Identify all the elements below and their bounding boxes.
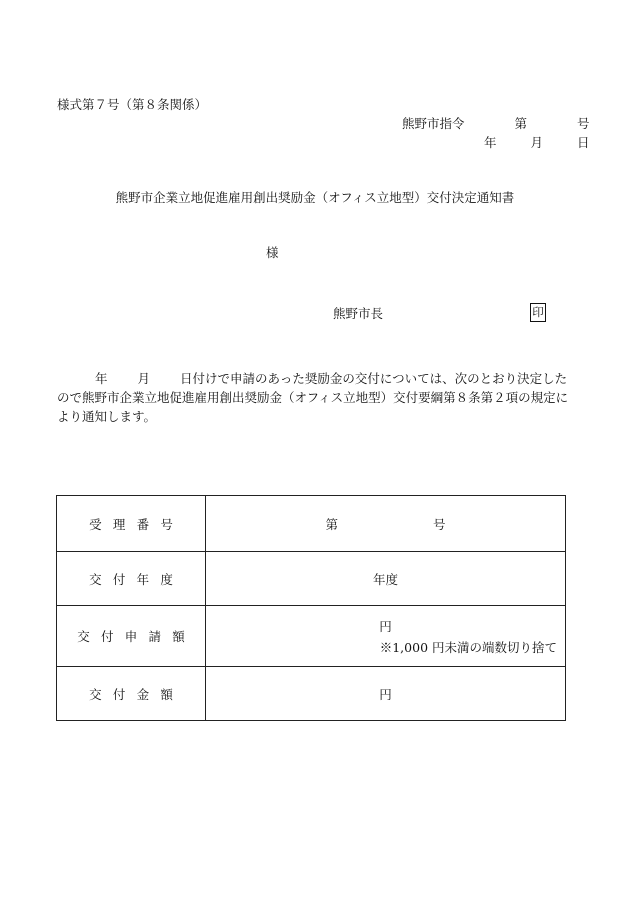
directive-dai: 第 [514, 116, 527, 131]
issue-date-line [484, 133, 589, 151]
directive-go: 号 [576, 116, 590, 131]
receipt-number-value [206, 496, 566, 552]
recipient-suffix: 様 [266, 245, 279, 260]
seal-mark: 印 [530, 303, 546, 322]
receipt-go: 号 [433, 516, 446, 532]
grant-amount-value: 円 [206, 667, 566, 721]
table-row [57, 552, 566, 606]
date-day: 日 [576, 135, 590, 150]
requested-amount-value [206, 606, 566, 667]
table-row [57, 606, 566, 667]
notice-body [57, 369, 577, 426]
fiscal-year-value: 年度 [206, 552, 566, 606]
row-label: 交付金額 [57, 667, 206, 721]
body-month: 月 [137, 371, 151, 386]
row-label: 交付申請額 [57, 606, 206, 667]
date-month: 月 [530, 135, 543, 150]
receipt-dai: 第 [325, 516, 338, 532]
body-year: 年 [95, 371, 108, 386]
directive-city: 熊野市指令 [402, 116, 465, 131]
decision-table [56, 495, 566, 721]
row-label: 交付年度 [57, 552, 206, 606]
requested-amount-unit: 円 [379, 618, 392, 634]
form-number: 様式第７号（第８条関係） [57, 97, 208, 112]
directive-number-line [402, 114, 589, 132]
rounding-note: ※1,000 円未満の端数切り捨て [379, 639, 557, 655]
table-row [57, 496, 566, 552]
document-title: 熊野市企業立地促進雇用創出奨励金（オフィス立地型）交付決定通知書 [115, 190, 515, 205]
table-row [57, 667, 566, 721]
body-text: 日付けで申請のあった奨励金の交付については、次のとおり決定したので熊野市企業立地促進雇用創出奨励金（オフィス立地型）交付要綱第８条第２項の規定により通知します。 [57, 371, 569, 424]
row-label: 受理番号 [57, 496, 206, 552]
issuer-name: 熊野市長 [333, 306, 384, 321]
date-year: 年 [484, 135, 497, 150]
